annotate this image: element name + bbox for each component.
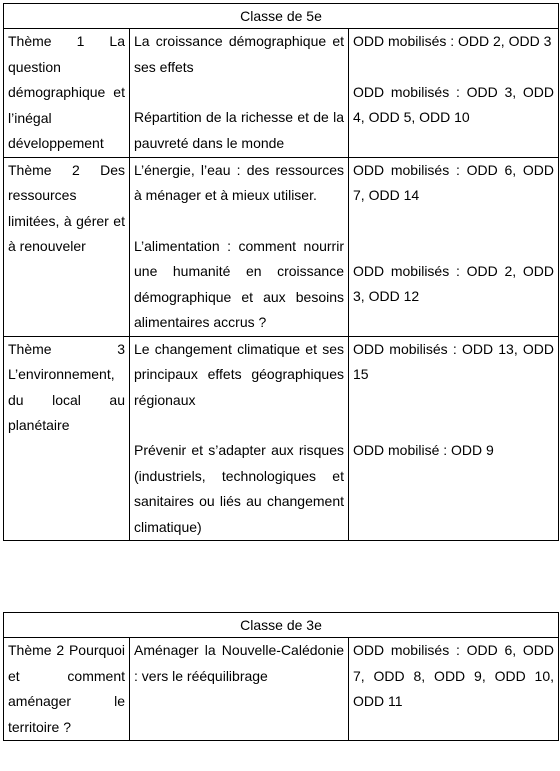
subject-text: L’alimentation : comment nourrir une humanité en croissance démographique et aux besoins alimentaires accrus ? <box>134 237 344 330</box>
subject-cell <box>130 638 349 741</box>
table-row <box>4 29 559 158</box>
subject-cell <box>130 336 349 541</box>
subject-text: L’énergie, l’eau : des ressources à ménager et à mieux utiliser. <box>134 161 344 203</box>
theme-cell: Thème 2 Pourquoi et comment aménager le territoire ? <box>4 638 130 741</box>
odd-text: ODD mobilisés : ODD 2, ODD 3, ODD 12 <box>353 262 555 304</box>
theme-cell: Thème 2 Des ressources limitées, à gérer et à renouveler <box>4 157 130 336</box>
subject-text: Le changement climatique et ses principaux effets géographiques régionaux <box>134 340 344 408</box>
table-heading: Classe de 3e <box>4 613 559 638</box>
odd-text: ODD mobilisés : ODD 6, ODD 7, ODD 14 <box>353 161 555 203</box>
subject-text: Aménager la Nouvelle-Calédonie : vers le rééquilibrage <box>134 642 344 684</box>
subject-text: La croissance démographique et ses effets <box>134 33 344 75</box>
subject-text: Prévenir et s’adapter aux risques (industriels, technologiques et sanitaires ou liés au changement climatique) <box>134 442 344 535</box>
odd-cell <box>349 336 559 541</box>
subject-cell <box>130 157 349 336</box>
odd-cell <box>349 157 559 336</box>
subject-text: Répartition de la richesse et de la pauvreté dans le monde <box>134 109 344 151</box>
odd-text: ODD mobilisés : ODD 3, ODD 4, ODD 5, ODD 10 <box>353 83 555 125</box>
theme-cell: Thème 3 L’environnement, du local au planétaire <box>4 336 130 541</box>
table-row <box>4 638 559 741</box>
theme-cell: Thème 1 La question démographique et l’inégal développement <box>4 29 130 158</box>
odd-cell <box>349 29 559 158</box>
table-row <box>4 336 559 541</box>
odd-text: ODD mobilisé : ODD 9 <box>353 441 494 458</box>
subject-cell <box>130 29 349 158</box>
table-classe-3e <box>3 612 559 741</box>
odd-text: ODD mobilisés : ODD 13, ODD 15 <box>353 340 555 382</box>
table-row <box>4 157 559 336</box>
table-heading: Classe de 5e <box>4 4 559 29</box>
odd-cell <box>349 638 559 741</box>
table-classe-5e <box>3 3 559 541</box>
odd-text: ODD mobilisés : ODD 6, ODD 7, ODD 8, ODD 9, ODD 10, ODD 11 <box>353 642 555 709</box>
odd-text: ODD mobilisés : ODD 2, ODD 3 <box>353 33 552 49</box>
